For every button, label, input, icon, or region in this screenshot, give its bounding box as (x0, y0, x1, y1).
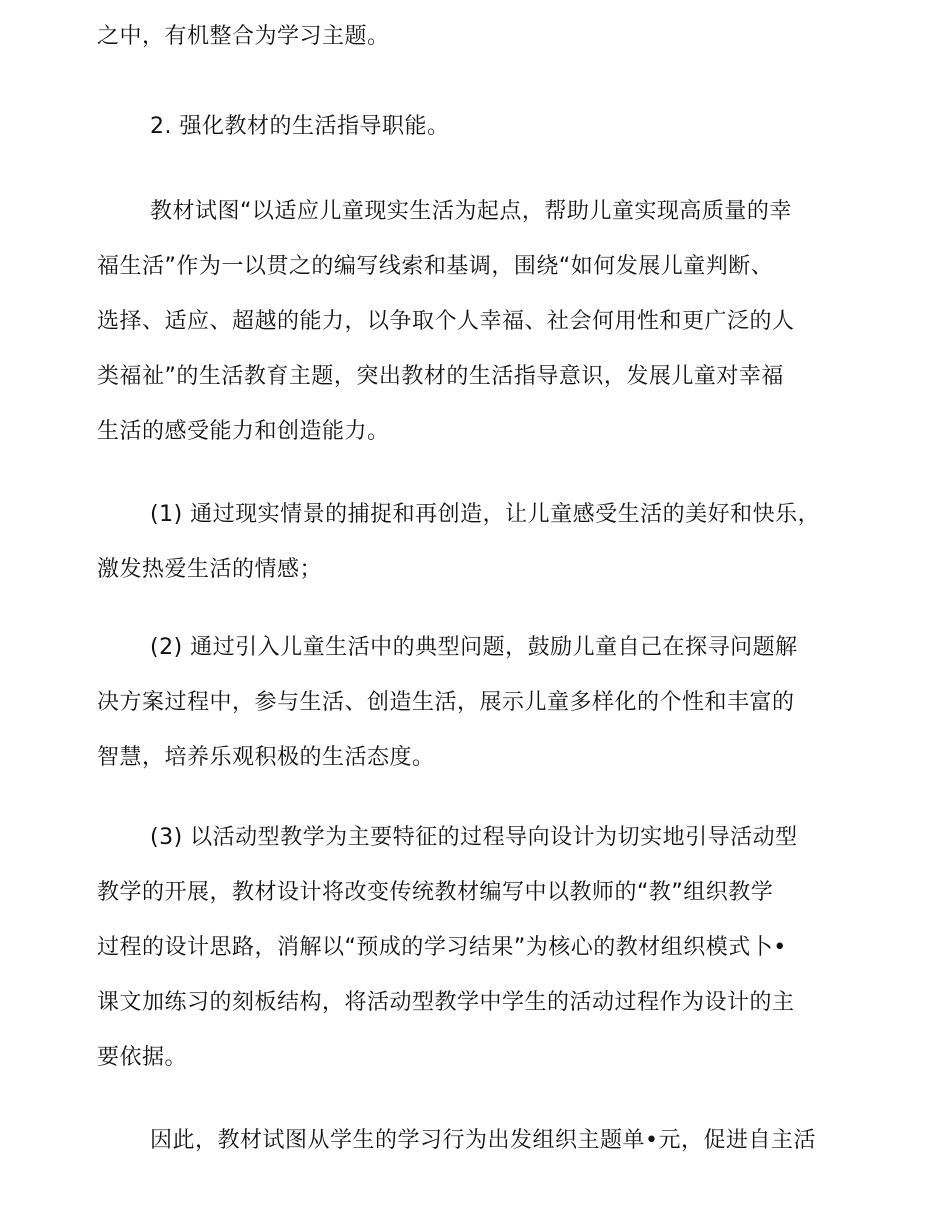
text-line: 课文加练习的刻板结构，将活动型教学中学生的活动过程作为设计的主 (97, 990, 795, 1015)
text-line: 教学的开展，教材设计将改变传统教材编写中以教师的“教”组织教学 (97, 880, 774, 905)
text-line: 类福祉”的生活教育主题，突出教材的生活指导意识，发展儿童对幸福 (97, 364, 784, 389)
text-line: 智慧，培养乐观积极的生活态度。 (97, 745, 435, 770)
text-line: 生活的感受能力和创造能力。 (97, 419, 390, 444)
list-item-3: (3) 以活动型教学为主要特征的过程导向设计为切实地引导活动型 (150, 825, 798, 850)
text-line: 之中，有机整合为学习主题。 (97, 24, 390, 49)
list-item-1: (1) 通过现实情景的捕捉和再创造，让儿童感受生活的美好和快乐， (150, 502, 821, 527)
text-line: 激发热爱生活的情感； (97, 557, 323, 582)
text-line: 要依据。 (97, 1045, 188, 1070)
text-line: 教材试图“以适应儿童现实生活为起点，帮助儿童实现高质量的幸 (150, 199, 792, 224)
text-line: 过程的设计思路，消解以“预成的学习结果”为核心的教材组织模式卜• (97, 935, 787, 960)
list-item-2: (2) 通过引入儿童生活中的典型问题，鼓励儿童自己在探寻问题解 (150, 635, 798, 660)
text-line: 选择、适应、超越的能力，以争取个人幸福、社会何用性和更广泛的人 (97, 309, 795, 334)
text-line: 决方案过程中，参与生活、创造生活，展示儿童多样化的个性和丰富的 (97, 690, 795, 715)
text-line: 福生活”作为一以贯之的编写线索和基调，围绕“如何发展儿童判断、 (97, 254, 774, 279)
text-line: 因此，教材试图从学生的学习行为出发组织主题单•元，促进自主活 (150, 1128, 816, 1153)
section-heading: 2. 强化教材的生活指导职能。 (150, 114, 450, 139)
